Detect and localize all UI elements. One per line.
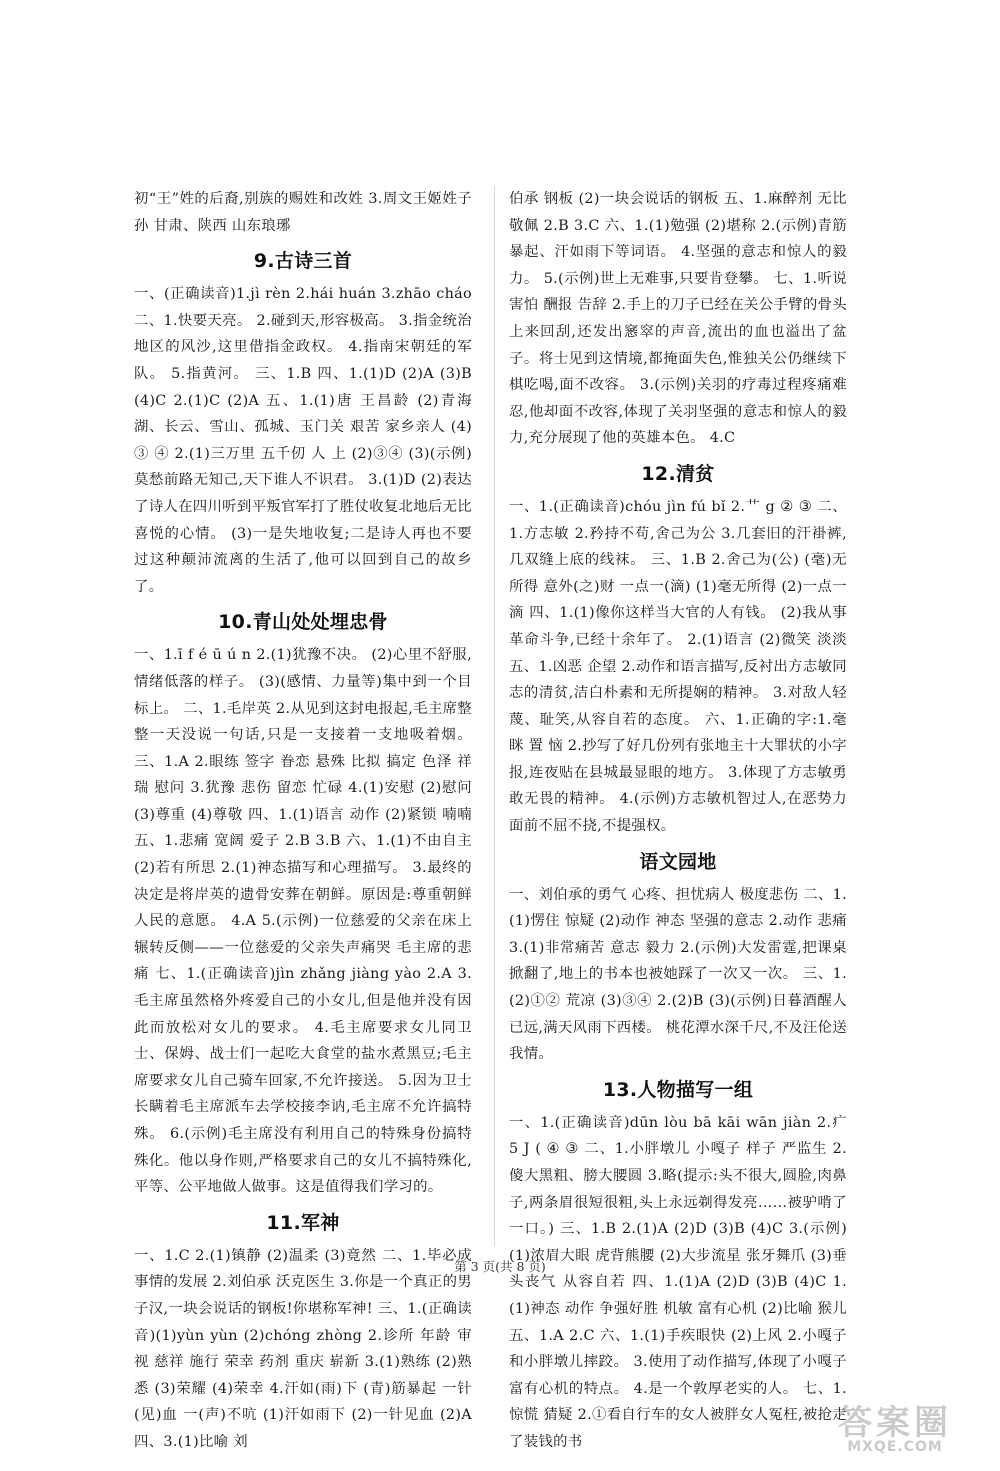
watermark-logo: [820, 1395, 970, 1459]
section-title-13: 13.人物描写一组: [602, 1078, 754, 1101]
watermark-url: MXQE.COM: [847, 1439, 943, 1455]
page-number-footer: 第 3 页(共 8 页): [454, 1259, 546, 1274]
right-intro-paragraph: 伯承 钢板 (2)一块会说话的钢板 五、1.麻醉剂 无比敬佩 2.B 3.C 六、1.(1)勉强 (2)堪称 2.(示例)青筋暴起、汗如雨下等词语。 4.坚强的意志和惊人的毅力。 5.(示例)世上无难事,只要肯登攀。 七、1.听说 害怕 酬报 告辞 2.手上的刀子已经在关公手臂的骨头上来回刮,还发出窸窣的声音,流出的血也溢出了盆子。将士见到这情境,都掩面失色,惟独关公仍继续下棋吃喝,面不改容。 3.(示例)关羽的疗毒过程疼痛难忍,他却面不改容,体现了关羽坚强的意志和惊人的毅力,充分展现了他的英雄本色。 4.C: [509, 191, 847, 447]
section-title-yuwen-yuandi: 语文园地: [639, 850, 717, 873]
section-body-11: 一、1.C 2.(1)镇静 (2)温柔 (3)竟然 二、1.毕必成 事情的发展 2.刘伯承 沃克医生 3.你是一个真正的男子汉,一块会说话的钢板!你堪称军神! 三、1.(正确读音)(1)yùn yùn (2)chóng zhòng 2.诊所 年龄 审视 慈祥 施行 荣幸 药剂 重庆 崭新 3.(1)熟练 (2)熟悉 (3)荣耀 (4)荣幸 4.汗如(雨)下 (青)筋暴起 一针(见)血 一(声)不吭 (1)汗如雨下 (2)一针见血 (2)A 四、3.(1)比喻 刘: [134, 1247, 472, 1450]
section-title-9: 9.古诗三首: [253, 250, 353, 273]
column-divider: [494, 186, 495, 1246]
section-body-yuwen-yuandi: 一、刘伯承的勇气 心疼、担忧病人 极度悲伤 二、1.(1)愣住 惊疑 (2)动作 神态 坚强的意志 2.动作 悲痛 3.(1)非常痛苦 意志 毅力 2.(示例)大发雷霆,把课桌掀翻了,地上的书本也被她踩了一次又一次。 三、1.(2)①② 荒凉 (3)③④ 2.(2)B (3)(示例)日暮酒醒人已远,满天风雨下西楼。 桃花潭水深千尺,不及汪伦送我情。: [509, 886, 847, 1063]
section-body-13: 一、1.(正确读音)dūn lòu bā kāi wān jiàn 2.疒 5 J ( ④ ③ 二、1.小胖墩儿 小嘎子 样子 严监生 2.傻大黑粗、膀大腰圆 3.略(提示:头不很大,圆脸,肉鼻子,两条眉很短很粗,头上永远剃得发亮……被驴啃了一口。) 三、1.B 2.(1)A (2)D (3)B (4)C 3.(示例)(1)浓眉大眼 虎背熊腰 (2)大步流星 张牙舞爪 (3)垂头丧气 从容自若 四、1.(1)A (2)D (3)B (4)C 1.(1)神态 动作 争强好胜 机敏 富有心机 (2)比喻 猴儿 五、1.A 2.C 六、1.(1)手疾眼快 (2)上风 2.小嘎子和小胖墩儿摔跤。 3.使用了动作描写,体现了小嘎子富有心机的特点。 4.是一个敦厚老实的人。 七、1.惊慌 猜疑 2.①看自行车的女人被胖女人冤枉,被抢走了装钱的书: [509, 1114, 847, 1450]
left-intro-paragraph: 初“王”姓的后裔,别族的赐姓和改姓 3.周文王姬姓子孙 甘肃、陕西 山东琅琊: [134, 191, 472, 234]
section-title-11: 11.军神: [266, 1211, 340, 1234]
section-title-10: 10.青山处处埋忠骨: [218, 611, 388, 634]
watermark-text: 答案圈: [838, 1403, 952, 1443]
section-title-12: 12.清贫: [641, 462, 715, 485]
section-body-12: 一、1.(正确读音)chóu jìn fú bǐ 2.艹 g ② ③ 二、1.方志敏 2.矜持不苟,舍己为公 3.几套旧的汗褂裤,几双缝上底的线袜。 三、1.B 2.舍己为(公) (毫)无所得 意外(之)财 一点一(滴) (1)毫无所得 (2)一点一滴 四、1.(1)像你这样当大官的人有钱。 (2)我从事革命斗争,已经十余年了。 2.(1)语言 (2)微笑 淡淡 五、1.凶恶 企望 2.动作和语言描写,反衬出方志敏同志的清贫,洁白朴素和无所提娴的精神。 3.对敌人轻蔑、耻笑,从容自若的态度。 六、1.正确的字:1.毫 眯 置 恼 2.抄写了好几份列有张地主十大罪状的小字报,连夜贴在县城最显眼的地方。 3.体现了方志敏勇敢无畏的精神。 4.(示例)方志敏机智过人,在恶势力面前不屈不挠,不提强权。: [509, 498, 847, 835]
section-body-9: 一、(正确读音)1.jì rèn 2.hái huán 3.zhāo cháo 二、1.快要天亮。 2.碰到天,形容极高。 3.指金统治地区的风沙,这里借指金政权。 4.指南宋朝廷的军队。 5.指黄河。 三、1.B 四、1.(1)D (2)A (3)B (4)C 2.(1)C (2)A 五、1.(1)唐 王昌龄 (2)青海湖、长云、雪山、孤城、玉门关 艰苦 家乡亲人 (4)③ ④ 2.(1)三万里 五千仞 人 上 (2)③④ (3)(示例)莫愁前路无知己,天下谁人不识君。 3.(1)D (2)表达了诗人在四川听到平叛官军打了胜仗收复北地后无比喜悦的心情。 (3)一是失地收复;二是诗人再也不要过这种颠沛流离的生活了,他可以回到自己的故乡了。: [134, 286, 472, 595]
section-body-10: 一、1.ī f é ū ú n 2.(1)犹豫不决。 (2)心里不舒服,情绪低落的样子。 (3)(感情、力量等)集中到一个目标上。 二、1.毛岸英 2.从见到这封电报起,毛主席整整一天没说一句话,只是一支接着一支地吸着烟。 三、1.A 2.眼练 签字 眷恋 悬殊 比拟 搞定 色泽 祥瑞 慰问 3.犹豫 悲伤 留恋 忙碌 4.(1)安慰 (2)慰问 (3)尊重 (4)尊敬 四、1.(1)语言 动作 (2)紧锁 喃喃 五、1.悲痛 宽阔 爱子 2.B 3.B 六、1.(1)不由自主 (2)若有所思 2.(1)神态描写和心理描写。 3.最终的决定是将岸英的遗骨安葬在朝鲜。原因是:尊重朝鲜人民的意愿。 4.A 5.(示例)一位慈爱的父亲在床上辗转反侧——一位慈爱的父亲失声痛哭 毛主席的悲痛 七、1.(正确读音)jìn zhǎng jiàng yào 2.A 3.毛主席虽然格外疼爱自己的小女儿,但是他并没有因此而放松对女儿的要求。 4.毛主席要求女儿同卫士、保姆、战士们一起吃大食堂的盐水煮黑豆;毛主席要求女儿自己骑车回家,不允许接送。 5.因为卫士长瞒着毛主席派车去学校接李讷,毛主席不允许搞特殊。 6.(示例)毛主席没有利用自己的特殊身份搞特殊化。他以身作则,严格要求自己的女儿不搞特殊化,平等、公平地做人做事。这是值得我们学习的。: [134, 647, 472, 1196]
